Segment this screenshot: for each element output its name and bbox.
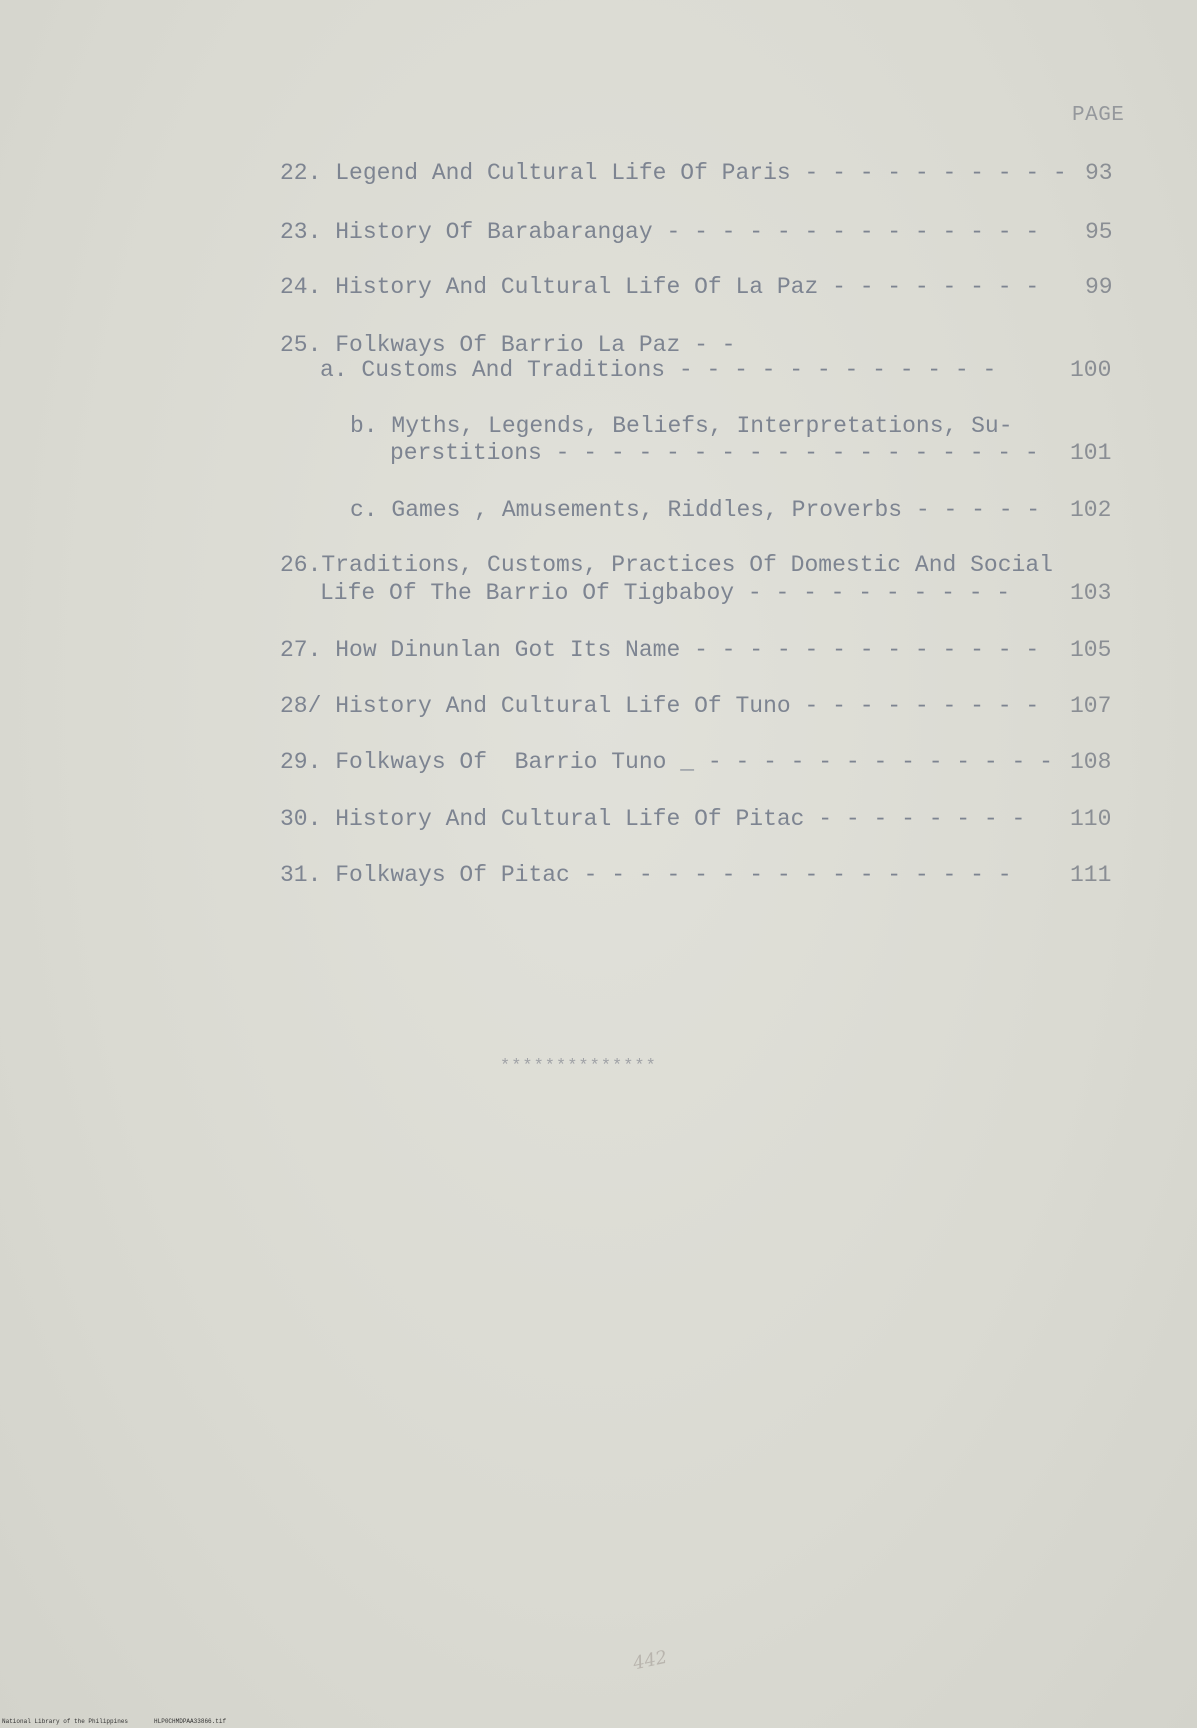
toc-page-24: 99 [1085, 274, 1113, 300]
toc-entry-25: 25. Folkways Of Barrio La Paz - - [280, 332, 736, 358]
toc-page-26: 103 [1070, 580, 1112, 606]
footer-library: National Library of the Philippines [2, 1718, 129, 1725]
toc-page-31: 111 [1070, 862, 1112, 888]
toc-page-23: 95 [1085, 219, 1113, 245]
toc-page-22: 93 [1085, 160, 1113, 186]
separator-stars: ************** [500, 1057, 657, 1076]
toc-page-25a: 100 [1070, 357, 1112, 383]
toc-entry-25a: a. Customs And Traditions - - - - - - - - - - - - [320, 357, 997, 383]
footer-filename: HLP0CHMDPAA33866.tif [154, 1718, 227, 1725]
toc-page-25c: 102 [1070, 497, 1112, 523]
toc-page-29: 108 [1070, 749, 1112, 775]
toc-page-25b: 101 [1070, 440, 1112, 466]
toc-page-30: 110 [1070, 806, 1112, 832]
toc-entry-22: 22. Legend And Cultural Life Of Paris - - - - - - - - - - [280, 160, 1067, 186]
toc-entry-29: 29. Folkways Of Barrio Tuno _ - - - - - - - - - - - - - [280, 749, 1053, 775]
toc-entry-25c: c. Games , Amusements, Riddles, Proverbs - - - - - [350, 497, 1041, 523]
toc-entry-23: 23. History Of Barabarangay - - - - - - - - - - - - - - [280, 219, 1040, 245]
toc-entry-30: 30. History And Cultural Life Of Pitac - - - - - - - - [280, 806, 1026, 832]
scan-footer [2, 1718, 252, 1726]
toc-entry-31: 31. Folkways Of Pitac - - - - - - - - - - - - - - - - [280, 862, 1012, 888]
toc-entry-26-cont: Life Of The Barrio Of Tigbaboy - - - - - - - - - - [320, 580, 1011, 606]
toc-entry-26: 26.Traditions, Customs, Practices Of Domestic And Social [280, 552, 1053, 578]
toc-entry-24: 24. History And Cultural Life Of La Paz - - - - - - - - [280, 274, 1040, 300]
toc-entry-25b: b. Myths, Legends, Beliefs, Interpretations, Su- [350, 413, 1013, 439]
toc-page-27: 105 [1070, 637, 1112, 663]
toc-entry-28: 28/ History And Cultural Life Of Tuno - - - - - - - - - [280, 693, 1040, 719]
toc-page-28: 107 [1070, 693, 1112, 719]
toc-entry-25b-cont: perstitions - - - - - - - - - - - - - - - - - - [390, 440, 1039, 466]
page-column-heading: PAGE [1072, 104, 1125, 127]
toc-entry-27: 27. How Dinunlan Got Its Name - - - - - - - - - - - - - [280, 637, 1040, 663]
handwritten-number: 442 [631, 1646, 670, 1675]
